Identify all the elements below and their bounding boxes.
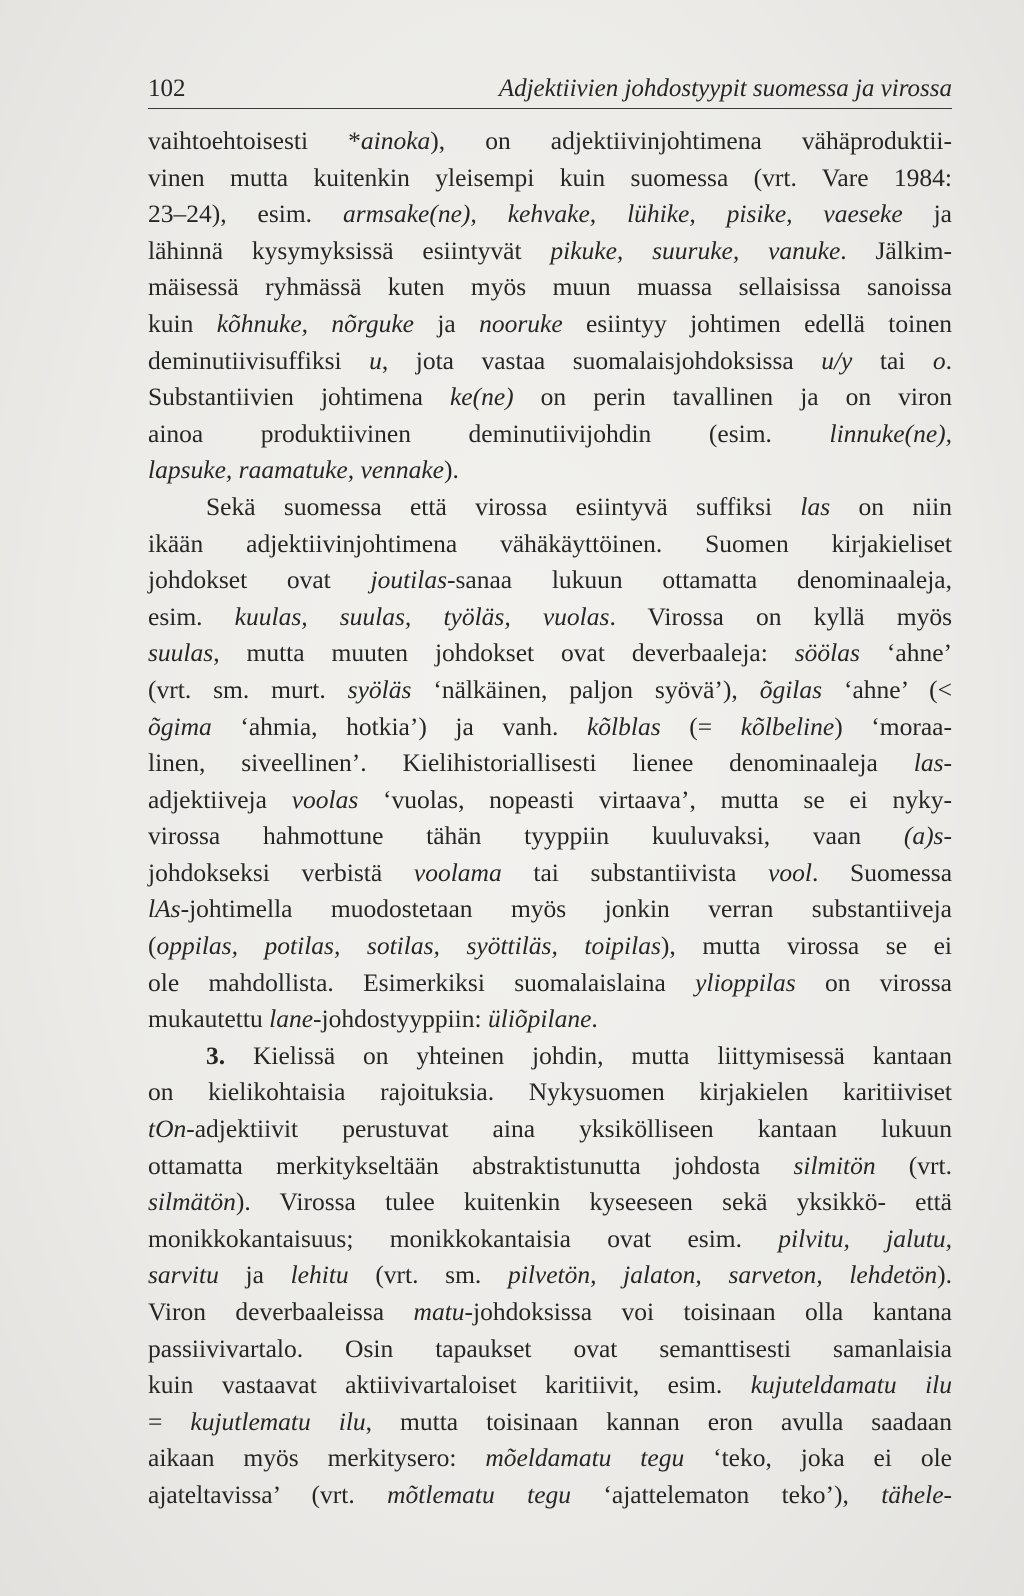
text-segment: ) ‘moraa- — [834, 711, 952, 741]
italic-term: u — [369, 345, 382, 375]
italic-term: kõhnuke, nõrguke — [216, 308, 414, 338]
text-segment: - — [943, 821, 952, 851]
text-line — [148, 1148, 952, 1185]
italic-term: kujuteldamatu ilu — [750, 1370, 953, 1400]
italic-term: armsake(ne), kehvake, lühike, pisike, vaeseke — [342, 199, 903, 229]
text-segment: ainoa produktiivinen deminutiivijohdin (esim. — [148, 418, 830, 448]
text-segment: johdokset ovat — [148, 565, 371, 595]
text-segment: -johdostyyppiin: — [313, 1004, 488, 1034]
text-segment: esiintyy johtimen edellä toinen — [562, 308, 953, 338]
italic-term: silmitön — [793, 1150, 876, 1180]
italic-term: kõlbeline — [740, 711, 835, 741]
text-segment: ‘ahne’ (< — [822, 674, 953, 704]
text-segment: linen, siveellinen’. Kielihistoriallisesti lienee denominaaleja — [148, 748, 914, 778]
italic-term: (a)s — [903, 821, 944, 851]
text-line — [148, 635, 952, 672]
page-number: 102 — [148, 75, 186, 102]
text-segment: Kielissä on yhteinen johdin, mutta liittymisessä kantaan — [225, 1040, 952, 1070]
text-segment: ), on adjektiivinjohtimena vähäproduktii- — [430, 126, 952, 155]
text-segment: Substantiivien johtimena — [148, 382, 450, 412]
text-segment: ( — [148, 931, 157, 961]
text-line — [148, 416, 952, 453]
text-line — [148, 489, 952, 526]
text-line — [148, 672, 952, 709]
text-segment: ‘ajattelematon teko’), — [571, 1479, 882, 1509]
italic-term: syöläs — [347, 674, 412, 704]
italic-term: o — [932, 345, 946, 375]
text-line — [148, 196, 952, 233]
body-text — [148, 123, 952, 1514]
italic-term: pilvitu, jalutu, — [778, 1223, 952, 1253]
text-segment: , mutta toisinaan kannan eron avulla saadaan — [365, 1406, 953, 1436]
text-line — [148, 1038, 952, 1075]
text-line — [148, 1074, 952, 1111]
italic-term: matu — [413, 1297, 465, 1326]
text-segment: ‘vuolas, nopeasti virtaava’, mutta se ei nyky- — [358, 784, 952, 814]
text-segment: -sanaa lukuun ottamatta denominaaleja, — [447, 565, 952, 595]
text-segment: 3. — [206, 1040, 226, 1070]
italic-term: ke(ne) — [449, 382, 514, 412]
italic-term: ainoka — [360, 126, 431, 155]
text-segment: vaihtoehtoisesti * — [148, 126, 361, 155]
text-line — [148, 1111, 952, 1148]
italic-term: ylioppilas — [695, 967, 796, 997]
italic-term: lehitu — [290, 1260, 349, 1290]
text-line — [148, 452, 952, 489]
text-line — [148, 965, 952, 1002]
italic-term: vool — [768, 857, 812, 887]
text-line — [148, 343, 952, 380]
italic-term: söölas — [794, 638, 860, 668]
text-segment: ‘nälkäinen, paljon syövä’), — [411, 674, 760, 704]
italic-term: las — [913, 748, 944, 778]
text-line — [148, 379, 952, 416]
italic-term: kuulas, suulas, työläs, vuolas — [234, 601, 610, 631]
italic-term: kõlblas — [586, 711, 661, 741]
italic-term: sarvitu — [148, 1260, 219, 1290]
text-segment: -johdoksissa voi toisinaan olla kantana — [464, 1297, 952, 1326]
text-line — [148, 1184, 952, 1221]
text-segment: adjektiiveja — [148, 784, 292, 814]
text-segment: (vrt. sm. murt. — [148, 674, 348, 704]
text-line — [148, 709, 952, 746]
text-line — [148, 599, 952, 636]
italic-term: pikuke, suuruke, vanuke — [550, 235, 841, 265]
text-segment: johdokseksi verbistä — [148, 857, 414, 887]
text-line — [148, 928, 952, 965]
text-segment: . Suomessa — [811, 857, 953, 887]
italic-term: lAs — [148, 894, 181, 924]
text-segment: . Jälkim- — [840, 235, 952, 265]
text-line — [148, 123, 952, 160]
italic-term: mõtlematu tegu — [387, 1479, 572, 1509]
italic-term: kujutlematu ilu — [190, 1406, 366, 1436]
text-segment: lähinnä kysymyksissä esiintyvät — [148, 235, 551, 265]
text-segment: ajateltavissa’ (vrt. — [148, 1479, 388, 1509]
text-segment: on kielikohtaisia rajoituksia. Nykysuomen kirjakielen karitiiviset — [148, 1077, 952, 1107]
italic-term: silmätön — [148, 1187, 236, 1217]
text-segment: ja — [413, 308, 480, 338]
text-segment: , jota vastaa suomalaisjohdoksissa — [381, 345, 822, 375]
text-segment: ‘ahne’ — [859, 638, 952, 668]
text-line — [148, 526, 952, 563]
text-line — [148, 782, 952, 819]
text-segment: . Virossa on kyllä myös — [609, 601, 952, 631]
text-segment: mukautettu — [148, 1004, 270, 1034]
text-segment: ole mahdollista. Esimerkiksi suomalaislaina — [148, 967, 696, 997]
text-segment: . — [591, 1004, 598, 1034]
italic-term: u/y — [821, 345, 853, 375]
text-line — [148, 1257, 952, 1294]
text-line — [148, 269, 952, 306]
text-segment: = — [148, 1406, 191, 1436]
text-line — [148, 1367, 952, 1404]
text-segment: ‘ahmia, hotkia’) ja vanh. — [211, 711, 587, 741]
text-segment: tai — [852, 345, 933, 375]
text-segment: vinen mutta kuitenkin yleisempi kuin suomessa (vrt. Vare 1984: — [148, 162, 952, 192]
italic-term: voolas — [291, 784, 359, 814]
text-segment: Viron deverbaaleissa — [148, 1297, 414, 1326]
text-segment: (vrt. — [875, 1150, 952, 1180]
page-header — [148, 74, 952, 109]
text-line — [148, 818, 952, 855]
text-segment: kuin vastaavat aktiivivartaloiset karitiivit, esim. — [148, 1370, 751, 1400]
text-segment: on virossa — [795, 967, 952, 997]
text-segment: , mutta muuten johdokset ovat deverbaaleja: — [213, 638, 795, 668]
text-segment: aikaan myös merkitysero: — [148, 1443, 486, 1473]
italic-term: pilvetön, jalaton, sarveton, lehdetön — [507, 1260, 938, 1290]
text-segment: (= — [660, 711, 741, 741]
text-line — [148, 1001, 952, 1038]
text-segment: monikkokantaisuus; monikkokantaisia ovat esim. — [148, 1223, 779, 1253]
text-line — [148, 1221, 952, 1258]
text-segment: passiivivartalo. Osin tapaukset ovat semanttisesti samanlaisia — [148, 1333, 952, 1363]
italic-term: õgilas — [759, 674, 823, 704]
text-segment: on perin tavallinen ja on viron — [513, 382, 952, 412]
text-segment: ), mutta virossa se ei — [660, 931, 952, 961]
text-segment: ). Virossa tulee kuitenkin kyseeseen sekä yksikkö- että — [235, 1187, 952, 1217]
italic-term: suulas — [148, 638, 214, 668]
text-segment: -adjektiivit perustuvat aina yksikölliseen kantaan lukuun — [186, 1114, 952, 1144]
italic-term: tähele- — [881, 1479, 953, 1509]
italic-term: õgima — [148, 711, 212, 741]
text-segment: ja — [902, 199, 952, 229]
text-line — [148, 1294, 952, 1331]
text-segment: (vrt. sm. — [348, 1260, 508, 1290]
italic-term: tOn — [148, 1114, 187, 1144]
italic-term: mõeldamatu tegu — [485, 1443, 685, 1473]
text-line — [148, 891, 952, 928]
text-segment: deminutiivisuffiksi — [148, 345, 370, 375]
text-segment: -johtimella muodostetaan myös jonkin verran substantiiveja — [180, 894, 952, 924]
text-line — [148, 1477, 952, 1514]
text-line — [148, 855, 952, 892]
text-segment: kuin — [148, 308, 217, 338]
text-segment: tai substantiivista — [501, 857, 769, 887]
text-segment: . — [945, 345, 952, 375]
text-segment: ja — [218, 1260, 291, 1290]
italic-term: joutilas — [370, 565, 447, 595]
italic-term: linnuke(ne), — [829, 418, 952, 448]
text-segment: mäisessä ryhmässä kuten myös muun muassa sellaisissa sanoissa — [148, 272, 952, 302]
text-segment: Sekä suomessa että virossa esiintyvä suffiksi — [206, 491, 801, 521]
text-segment: ). — [937, 1260, 952, 1290]
text-line — [148, 160, 952, 197]
text-line — [148, 562, 952, 599]
text-line — [148, 1404, 952, 1441]
italic-term: nooruke — [479, 308, 563, 338]
italic-term: lapsuke, raamatuke, vennake — [148, 455, 444, 485]
text-segment: ikään adjektiivinjohtimena vähäkäyttöinen. Suomen kirjakieliset — [148, 528, 952, 558]
italic-term: voolama — [413, 857, 502, 887]
text-segment: - — [943, 748, 952, 778]
italic-term: lane — [269, 1004, 314, 1034]
text-line — [148, 233, 952, 270]
text-segment: ‘teko, joka ei ole — [684, 1443, 952, 1473]
text-line — [148, 1440, 952, 1477]
running-title: Adjektiivien johdostyypit suomessa ja virossa — [498, 75, 952, 102]
text-line — [148, 1331, 952, 1368]
text-line — [148, 745, 952, 782]
text-segment: ). — [443, 455, 459, 485]
text-line — [148, 306, 952, 343]
italic-term: üliõpilane — [487, 1004, 592, 1034]
italic-term: las — [800, 491, 831, 521]
text-segment: esim. — [148, 601, 235, 631]
italic-term: oppilas, potilas, sotilas, syöttiläs, toipilas — [156, 931, 661, 961]
text-segment: on niin — [830, 491, 952, 521]
text-segment: 23–24), esim. — [148, 199, 343, 229]
text-segment: ottamatta merkitykseltään abstraktistunutta johdosta — [148, 1150, 794, 1180]
text-segment: virossa hahmottune tähän tyyppiin kuuluvaksi, vaan — [148, 821, 904, 851]
